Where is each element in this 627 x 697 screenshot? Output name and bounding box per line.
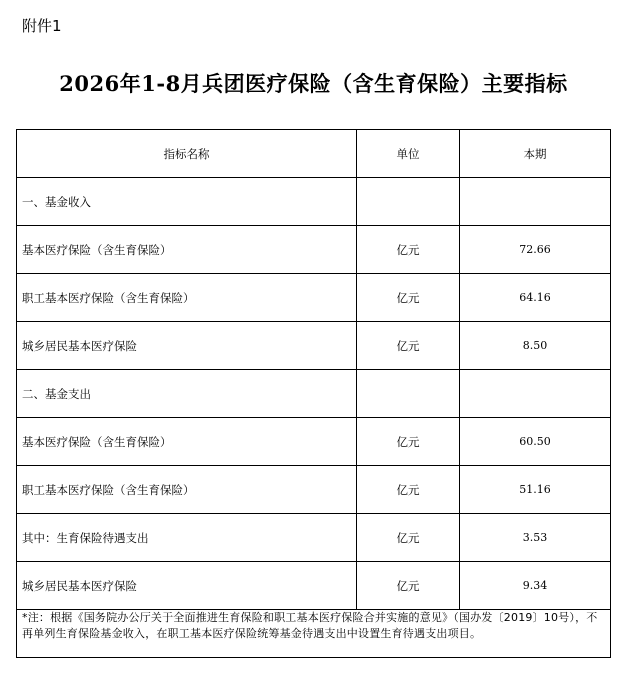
row-name: 其中：生育保险待遇支出 <box>17 514 357 562</box>
row-name: 职工基本医疗保险（含生育保险） <box>17 466 357 514</box>
header-current-period: 本期 <box>460 130 611 178</box>
row-value: 72.66 <box>460 226 611 274</box>
row-unit <box>357 178 460 226</box>
row-unit: 亿元 <box>357 322 460 370</box>
row-value <box>460 178 611 226</box>
row-value <box>460 370 611 418</box>
row-name: 职工基本医疗保险（含生育保险） <box>17 274 357 322</box>
attachment-label: 附件1 <box>22 17 62 35</box>
table-footnote: *注：根据《国务院办公厅关于全面推进生育保险和职工基本医疗保险合并实施的意见》（国办发〔2019〕10号），不再单列生育保险基金收入，在职工基本医疗保险统筹基金待遇支出中设置生育待遇支出项目。 <box>17 610 611 658</box>
row-unit: 亿元 <box>357 418 460 466</box>
row-value: 64.16 <box>460 274 611 322</box>
row-name: 城乡居民基本医疗保险 <box>17 562 357 610</box>
row-value: 51.16 <box>460 466 611 514</box>
table-row <box>17 466 611 514</box>
row-name: 基本医疗保险（含生育保险） <box>17 226 357 274</box>
row-value: 3.53 <box>460 514 611 562</box>
table-row-fund-expenditure-section <box>17 370 611 418</box>
table-row <box>17 418 611 466</box>
row-unit: 亿元 <box>357 466 460 514</box>
row-unit: 亿元 <box>357 226 460 274</box>
table-row <box>17 562 611 610</box>
row-name: 城乡居民基本医疗保险 <box>17 322 357 370</box>
row-value: 8.50 <box>460 322 611 370</box>
table-note-row <box>17 610 611 658</box>
header-unit: 单位 <box>357 130 460 178</box>
row-name: 一、基金收入 <box>17 178 357 226</box>
table-row-fund-income-section <box>17 178 611 226</box>
table-row <box>17 514 611 562</box>
row-value: 60.50 <box>460 418 611 466</box>
row-unit <box>357 370 460 418</box>
indicators-table <box>16 129 611 658</box>
row-name: 基本医疗保险（含生育保险） <box>17 418 357 466</box>
row-unit: 亿元 <box>357 514 460 562</box>
row-unit: 亿元 <box>357 274 460 322</box>
table-header-row <box>17 130 611 178</box>
table-row <box>17 274 611 322</box>
header-indicator-name: 指标名称 <box>17 130 357 178</box>
row-unit: 亿元 <box>357 562 460 610</box>
table-row <box>17 226 611 274</box>
page-title: 2026年1-8月兵团医疗保险（含生育保险）主要指标 <box>59 71 568 96</box>
row-value: 9.34 <box>460 562 611 610</box>
row-name: 二、基金支出 <box>17 370 357 418</box>
table-row <box>17 322 611 370</box>
